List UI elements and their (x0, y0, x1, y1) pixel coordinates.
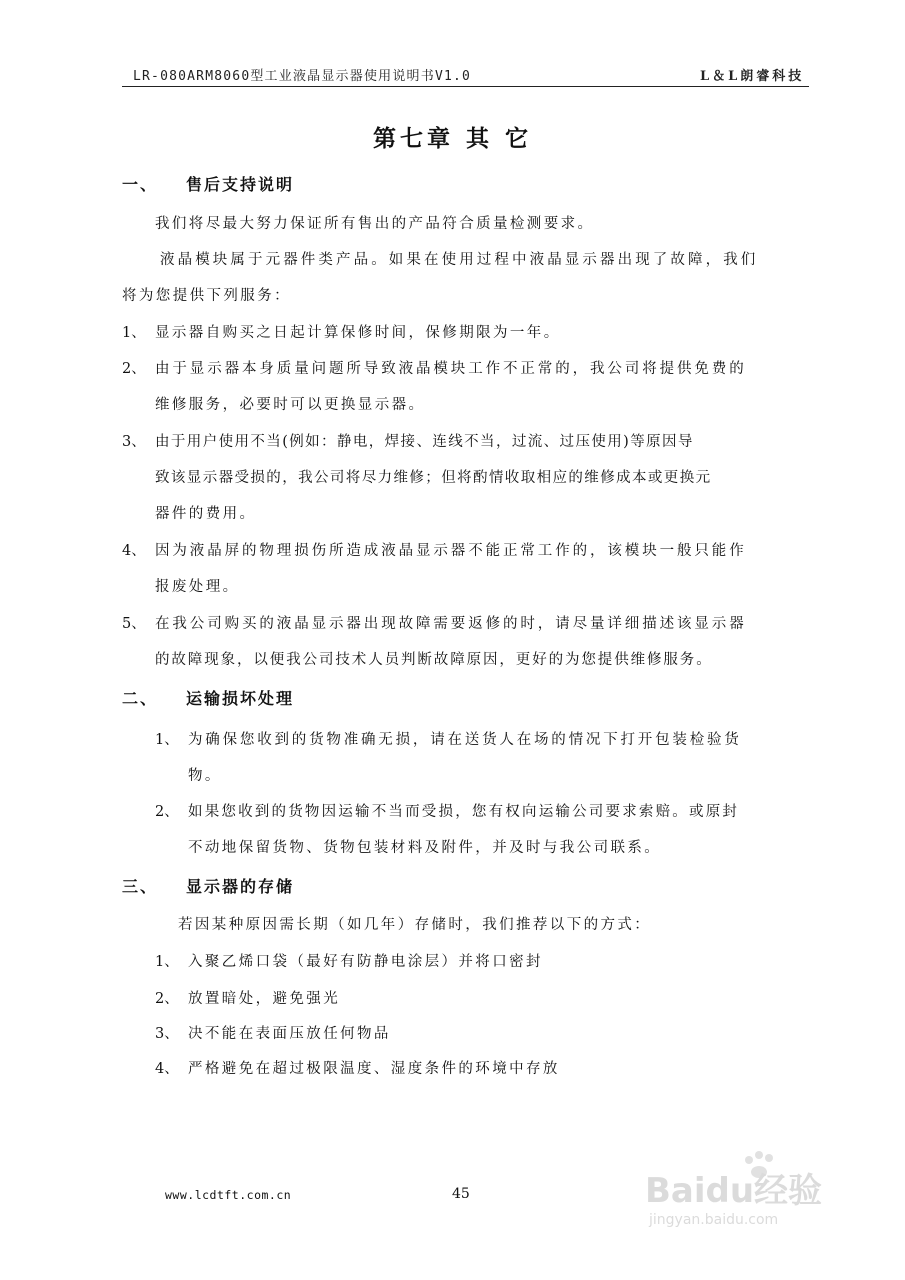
list-item-line: 因为液晶屏的物理损伤所造成液晶显示器不能正常工作的，该模块一般只能作 (155, 543, 747, 559)
list-item-line: 器件的费用。 (155, 506, 257, 522)
list-item-number: 5、 (122, 616, 146, 632)
page-number: 45 (452, 1186, 470, 1202)
list-item-line: 报废处理。 (155, 579, 240, 595)
list-item-line: 为确保您收到的货物准确无损，请在送货人在场的情况下打开包装检验货 (188, 732, 742, 748)
list-item-line: 放置暗处，避免强光 (188, 991, 341, 1007)
list-item-number: 3、 (155, 1026, 179, 1042)
list-item-number: 2、 (122, 361, 146, 377)
header-title: LR-080ARM8060型工业液晶显示器使用说明书V1.0 (133, 69, 472, 84)
list-item-line: 如果您收到的货物因运输不当而受损，您有权向运输公司要求索赔。或原封 (188, 804, 740, 820)
section-1-title: 售后支持说明 (186, 175, 295, 194)
paragraph-line: 若因某种原因需长期（如几年）存储时，我们推荐以下的方式： (178, 917, 652, 933)
list-item-line: 严格避免在超过极限温度、湿度条件的环境中存放 (188, 1061, 560, 1077)
list-item-line: 维修服务，必要时可以更换显示器。 (155, 397, 426, 413)
chapter-title: 第七章 其 它 (372, 126, 532, 152)
baidu-watermark (645, 1150, 845, 1230)
watermark-brand: Baidu经验 (645, 1171, 823, 1211)
list-item-number: 4、 (122, 543, 146, 559)
watermark-url: jingyan.baidu.com (649, 1212, 779, 1228)
footer-url: www.lcdtft.com.cn (165, 1188, 292, 1202)
list-item-line: 不动地保留货物、货物包装材料及附件，并及时与我公司联系。 (188, 840, 662, 856)
list-item-line: 决不能在表面压放任何物品 (188, 1026, 391, 1042)
section-2-title: 运输损坏处理 (186, 689, 295, 708)
list-item-line: 物。 (188, 768, 222, 784)
list-item-number: 1、 (155, 954, 179, 970)
list-item-line: 入聚乙烯口袋（最好有防静电涂层）并将口密封 (188, 954, 543, 970)
list-item-number: 2、 (155, 991, 179, 1007)
section-3-number: 三、 (122, 877, 159, 896)
list-item-line: 由于用户使用不当(例如：静电，焊接、连线不当，过流、过压使用)等原因导 (155, 434, 694, 450)
list-item-line: 的故障现象，以便我公司技术人员判断故障原因，更好的为您提供维修服务。 (155, 652, 713, 668)
list-item-line: 致该显示器受损的，我公司将尽力维修；但将酌情收取相应的维修成本或更换元 (155, 470, 712, 486)
paragraph-line: 液晶模块属于元器件类产品。如果在使用过程中液晶显示器出现了故障，我们 (160, 252, 759, 268)
section-1-number: 一、 (122, 175, 159, 194)
list-item-number: 1、 (155, 732, 179, 748)
list-item-line: 在我公司购买的液晶显示器出现故障需要返修的时，请尽量详细描述该显示器 (155, 616, 747, 632)
list-item-number: 4、 (155, 1061, 179, 1077)
section-3-title: 显示器的存储 (186, 877, 295, 896)
paragraph-line: 我们将尽最大努力保证所有售出的产品符合质量检测要求。 (155, 216, 595, 232)
list-item-line: 显示器自购买之日起计算保修时间，保修期限为一年。 (155, 325, 561, 341)
list-item-number: 2、 (155, 804, 179, 820)
header-company: L＆L朗睿科技 (700, 69, 805, 84)
list-item-number: 3、 (122, 434, 146, 450)
header-divider (122, 86, 809, 87)
section-2-number: 二、 (122, 689, 159, 708)
list-item-number: 1、 (122, 325, 146, 341)
list-item-line: 由于显示器本身质量问题所导致液晶模块工作不正常的，我公司将提供免费的 (155, 361, 747, 377)
paragraph-line: 将为您提供下列服务： (122, 288, 291, 304)
